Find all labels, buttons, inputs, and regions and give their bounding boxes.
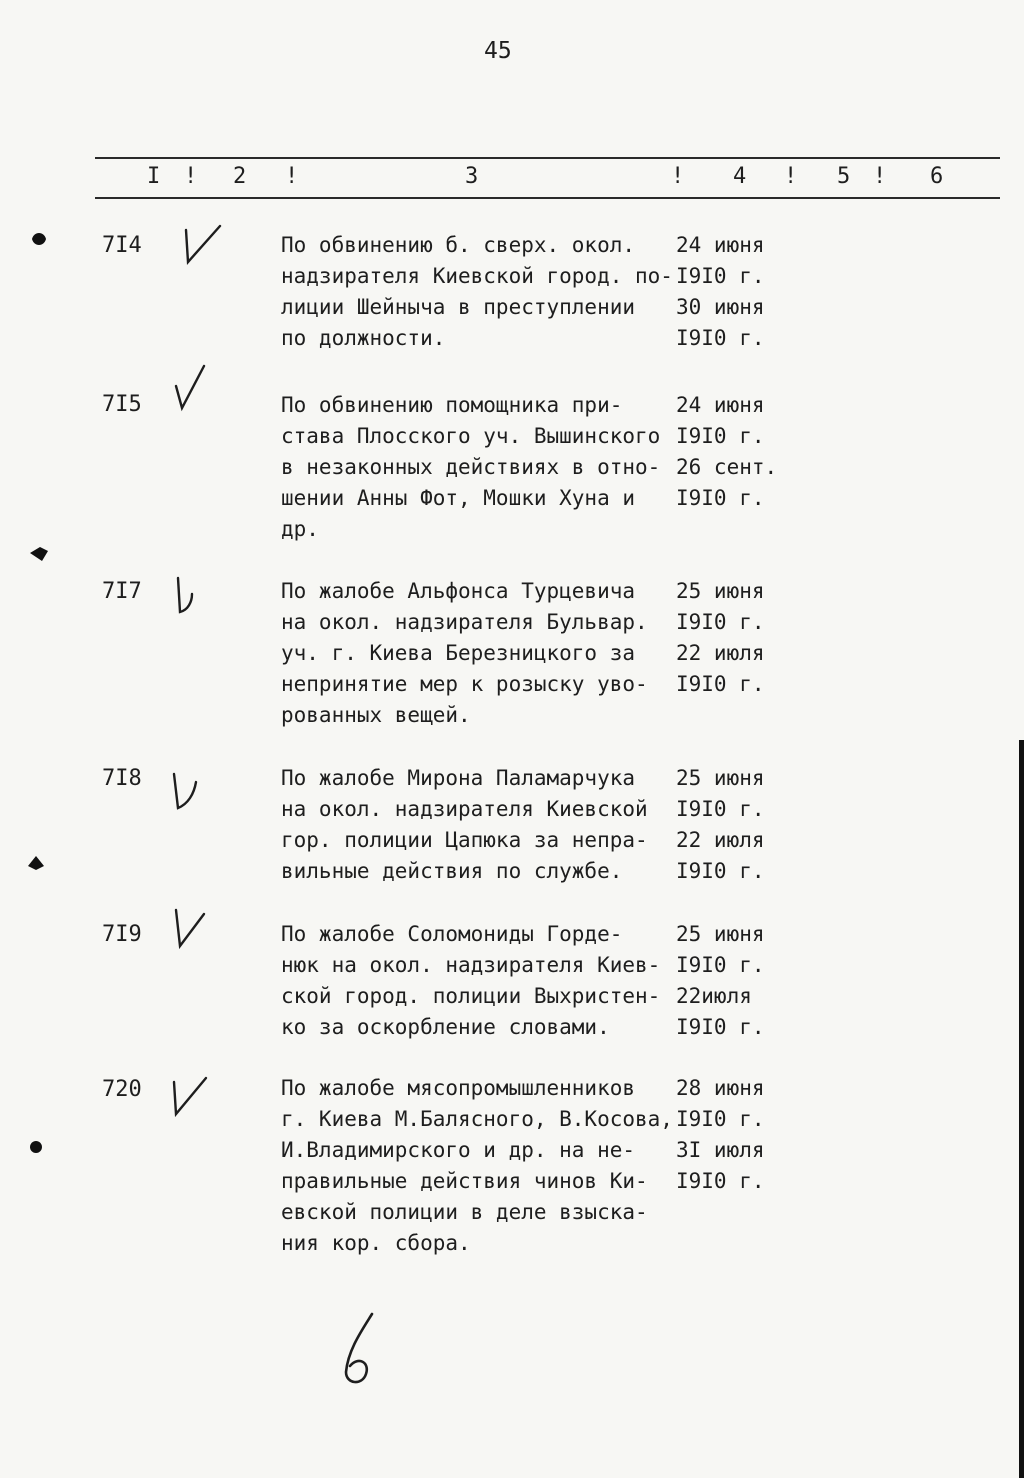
header-col-5: 5	[837, 164, 851, 189]
description-line: По обвинению б. сверх. окол.	[281, 233, 636, 257]
date-line: 25 июня	[676, 922, 765, 946]
description-line: лиции Шейныча в преступлении	[281, 295, 636, 319]
header-separator: !	[784, 164, 798, 189]
binding-hole-icon	[26, 1136, 48, 1158]
description-line: ко за оскорбление словами.	[281, 1015, 610, 1039]
record-dates	[676, 1073, 765, 1197]
description-line: По жалобе Мирона Паламарчука	[281, 766, 636, 790]
description-line: евской полиции в деле взыска-	[281, 1200, 648, 1224]
header-col-1: I	[147, 164, 161, 189]
record-description	[281, 919, 660, 1043]
description-line: По жалобе Альфонса Турцевича	[281, 579, 636, 603]
record-number: 7I7	[102, 579, 142, 604]
description-line: на окол. надзирателя Киевской	[281, 797, 648, 821]
date-line: 26 сент.	[676, 455, 778, 479]
check-mark-icon	[170, 906, 214, 954]
record-dates	[676, 230, 765, 354]
record-dates	[676, 919, 765, 1043]
date-line: I9I0 г.	[676, 486, 765, 510]
record-description	[281, 763, 648, 887]
date-line: 30 июня	[676, 295, 765, 319]
date-line: I9I0 г.	[676, 859, 765, 883]
description-line: на окол. надзирателя Бульвар.	[281, 610, 648, 634]
date-line: I9I0 г.	[676, 1015, 765, 1039]
date-line: I9I0 г.	[676, 1169, 765, 1193]
date-line: I9I0 г.	[676, 326, 765, 350]
date-line: I9I0 г.	[676, 610, 765, 634]
handwritten-signature	[332, 1310, 392, 1390]
record-number: 7I8	[102, 766, 142, 791]
header-col-2: 2	[233, 164, 247, 189]
header-col-6: 6	[930, 164, 944, 189]
record-number: 7I4	[102, 233, 142, 258]
description-line: г. Киева М.Балясного, В.Косова,	[281, 1107, 673, 1131]
binding-hole-icon	[28, 228, 50, 250]
description-line: непринятие мер к розыску уво-	[281, 672, 648, 696]
date-line: 24 июня	[676, 233, 765, 257]
description-line: по должности.	[281, 326, 446, 350]
date-line: 22 июля	[676, 828, 765, 852]
date-line: 25 июня	[676, 579, 765, 603]
header-col-4: 4	[733, 164, 747, 189]
record-number: 7I9	[102, 922, 142, 947]
description-line: По жалобе Соломониды Горде-	[281, 922, 623, 946]
date-line: 22 июля	[676, 641, 765, 665]
header-separator: !	[285, 164, 299, 189]
date-line: 22июля	[676, 984, 752, 1008]
record-description	[281, 390, 660, 545]
description-line: става Плосского уч. Вышинского	[281, 424, 661, 448]
description-line: И.Владимирского и др. на не-	[281, 1138, 636, 1162]
check-mark-icon	[170, 572, 214, 620]
description-line: ния кор. сбора.	[281, 1231, 471, 1255]
header-separator: !	[184, 164, 198, 189]
record-description	[281, 576, 648, 731]
page-number: 45	[484, 38, 512, 64]
date-line: 25 июня	[676, 766, 765, 790]
scan-edge-shadow	[1019, 740, 1024, 1478]
check-mark-icon	[168, 768, 212, 816]
description-line: вильные действия по службе.	[281, 859, 623, 883]
binding-hole-icon	[28, 541, 50, 563]
date-line: I9I0 г.	[676, 1107, 765, 1131]
header-separator: !	[671, 164, 685, 189]
description-line: рованных вещей.	[281, 703, 471, 727]
record-dates	[676, 390, 777, 514]
date-line: I9I0 г.	[676, 797, 765, 821]
header-col-3: 3	[465, 164, 479, 189]
binding-hole-icon	[26, 852, 48, 874]
description-line: шении Анны Фот, Мошки Хуна и	[281, 486, 636, 510]
record-description	[281, 230, 673, 354]
check-mark-icon	[168, 1072, 212, 1120]
record-number: 720	[102, 1077, 142, 1102]
description-line: надзирателя Киевской город. по-	[281, 264, 673, 288]
date-line: I9I0 г.	[676, 424, 765, 448]
description-line: По обвинению помощника при-	[281, 393, 623, 417]
header-bottom-rule	[95, 197, 1000, 199]
check-mark-icon	[180, 220, 224, 268]
description-line: в незаконных действиях в отно-	[281, 455, 661, 479]
description-line: гор. полиции Цапюка за непра-	[281, 828, 648, 852]
record-description	[281, 1073, 673, 1259]
date-line: I9I0 г.	[676, 953, 765, 977]
date-line: 3I июля	[676, 1138, 765, 1162]
date-line: I9I0 г.	[676, 264, 765, 288]
description-line: др.	[281, 517, 319, 541]
description-line: правильные действия чинов Ки-	[281, 1169, 648, 1193]
record-dates	[676, 576, 765, 700]
check-mark-icon	[170, 364, 214, 412]
date-line: I9I0 г.	[676, 672, 765, 696]
record-number: 7I5	[102, 392, 142, 417]
description-line: уч. г. Киева Березницкого за	[281, 641, 636, 665]
date-line: 28 июня	[676, 1076, 765, 1100]
record-dates	[676, 763, 765, 887]
description-line: ской город. полиции Выхристен-	[281, 984, 661, 1008]
header-separator: !	[873, 164, 887, 189]
description-line: нюк на окол. надзирателя Киев-	[281, 953, 661, 977]
header-top-rule	[95, 157, 1000, 159]
description-line: По жалобе мясопромышленников	[281, 1076, 636, 1100]
date-line: 24 июня	[676, 393, 765, 417]
